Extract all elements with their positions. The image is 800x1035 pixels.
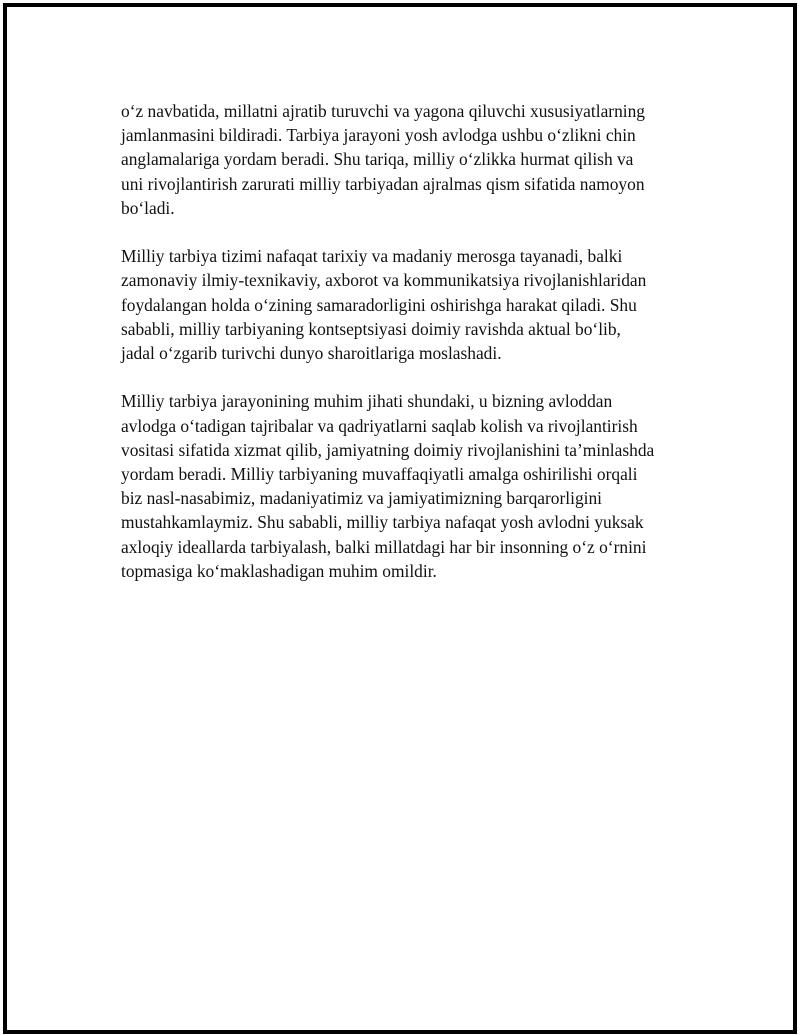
document-body xyxy=(121,99,706,583)
paragraph-3-line: avlodga o‘tadigan tajribalar va qadriyatlarni saqlab kolish va rivojlantirish xyxy=(121,415,638,436)
paragraph-3-line: vositasi sifatida xizmat qilib, jamiyatning doimiy rivojlanishini ta’minlashda xyxy=(121,439,655,460)
paragraph-3 xyxy=(121,389,706,583)
paragraph-spacer xyxy=(121,220,706,244)
paragraph-1-line: uni rivojlantirish zarurati milliy tarbiyadan ajralmas qism sifatida namoyon xyxy=(121,173,645,194)
paragraph-2-line: foydalangan holda o‘zining samaradorligini oshirishga harakat qiladi. Shu xyxy=(121,294,637,315)
paragraph-2-line: zamonaviy ilmiy-texnikaviy, axborot va kommunikatsiya rivojlanishlaridan xyxy=(121,270,647,291)
paragraph-1-line: bo‘ladi. xyxy=(121,197,175,218)
paragraph-spacer xyxy=(121,365,706,389)
paragraph-1 xyxy=(121,99,706,220)
paragraph-1-line: jamlanmasini bildiradi. Tarbiya jarayoni yosh avlodga ushbu o‘zlikni chin xyxy=(121,125,636,146)
paragraph-2-line: jadal o‘zgarib turivchi dunyo sharoitlariga moslashadi. xyxy=(121,343,502,364)
paragraph-3-line: topmasiga ko‘maklashadigan muhim omildir. xyxy=(121,560,437,581)
paragraph-3-line: yordam beradi. Milliy tarbiyaning muvaffaqiyatli amalga oshirilishi orqali xyxy=(121,464,638,485)
paragraph-3-line: axloqiy ideallarda tarbiyalash, balki millatdagi har bir insonning o‘z o‘rnini xyxy=(121,536,647,557)
paragraph-3-line: biz nasl-nasabimiz, madaniyatimiz va jamiyatimizning barqarorligini xyxy=(121,488,602,509)
paragraph-2-line: Milliy tarbiya tizimi nafaqat tarixiy va madaniy merosga tayanadi, balki xyxy=(121,246,623,267)
paragraph-2-line: sababli, milliy tarbiyaning kontseptsiyasi doimiy ravishda aktual bo‘lib, xyxy=(121,318,621,339)
page-frame xyxy=(3,3,797,1034)
paragraph-3-line: Milliy tarbiya jarayonining muhim jihati shundaki, u bizning avloddan xyxy=(121,391,613,412)
paragraph-2 xyxy=(121,244,706,365)
paragraph-3-line: mustahkamlaymiz. Shu sababli, milliy tarbiya nafaqat yosh avlodni yuksak xyxy=(121,512,644,533)
paragraph-1-line: anglamalariga yordam beradi. Shu tariqa, milliy o‘zlikka hurmat qilish va xyxy=(121,149,634,170)
paragraph-1-line: o‘z navbatida, millatni ajratib turuvchi va yagona qiluvchi xususiyatlarning xyxy=(121,101,645,121)
